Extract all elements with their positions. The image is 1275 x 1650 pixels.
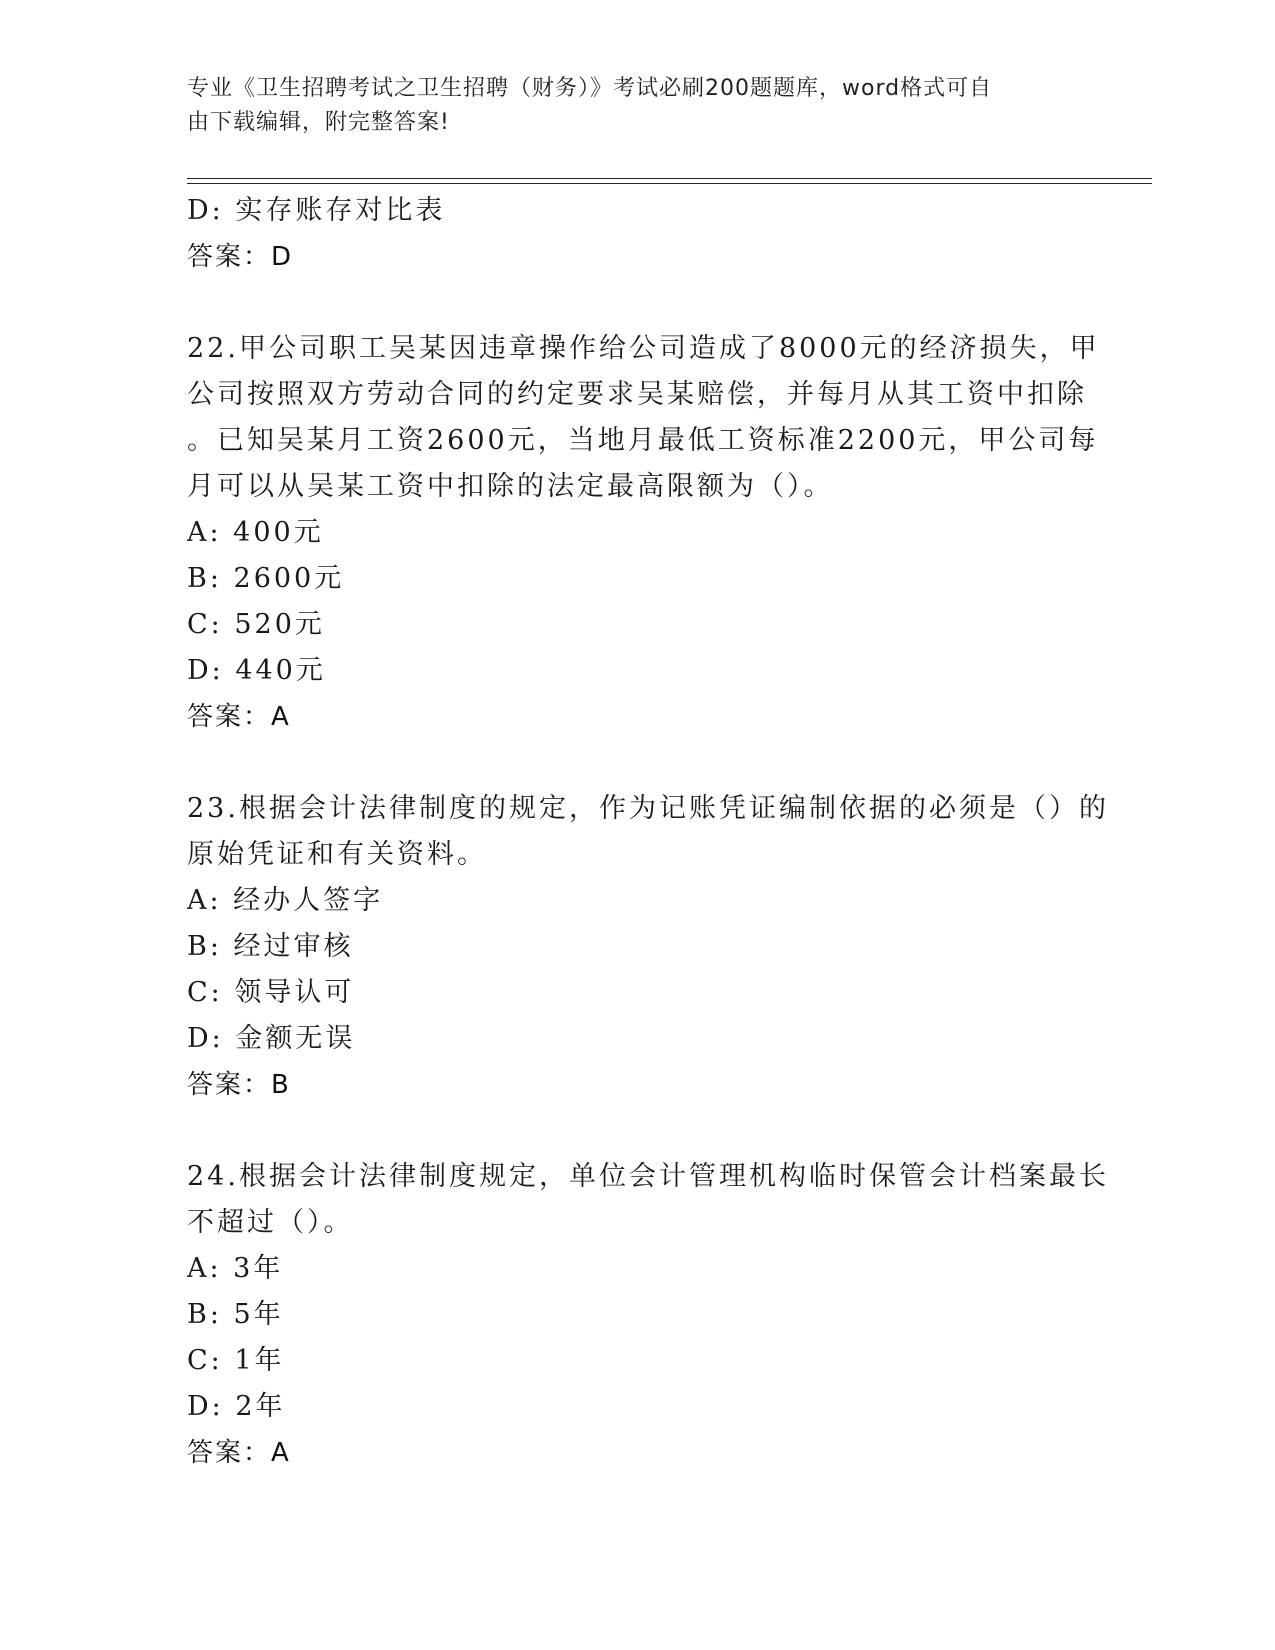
question-text-line: 公司按照双方劳动合同的约定要求吴某赔偿，并每月从其工资中扣除 (187, 379, 1087, 410)
option-a: A: 3年 (187, 1253, 284, 1284)
document-body (187, 188, 1109, 1476)
option-d: D: 金额无误 (187, 1023, 356, 1054)
header-line-2: 由下载编辑，附完整答案! (187, 110, 450, 135)
question-text-line: 24.根据会计法律制度规定，单位会计管理机构临时保管会计档案最长 (187, 1161, 1109, 1192)
option-c: C: 520元 (187, 609, 325, 640)
question-text-line: 22.甲公司职工吴某因违章操作给公司造成了8000元的经济损失，甲 (187, 333, 1100, 364)
question-text-line: 23.根据会计法律制度的规定，作为记账凭证编制依据的必须是（）的 (187, 793, 1109, 824)
question-23 (187, 786, 1109, 1108)
option-b: B: 经过审核 (187, 931, 354, 962)
header-line-1: 专业《卫生招聘考试之卫生招聘（财务）》考试必刷200题题库，word格式可自 (187, 76, 993, 101)
question-text-line: 月可以从吴某工资中扣除的法定最高限额为（）。 (187, 471, 834, 502)
question-text-line: 不超过（）。 (187, 1207, 354, 1238)
question-22 (187, 326, 1100, 740)
answer-line: 答案：D (187, 242, 294, 272)
header-divider-top (187, 178, 1152, 179)
option-c: C: 1年 (187, 1345, 285, 1376)
answer-line: 答案：B (187, 1070, 291, 1100)
option-a: A: 400元 (187, 517, 324, 548)
question-text-line: 原始凭证和有关资料。 (187, 839, 487, 870)
option-b: B: 2600元 (187, 563, 345, 594)
answer-line: 答案：A (187, 1438, 291, 1468)
option-d: D: 2年 (187, 1391, 286, 1422)
option-a: A: 经办人签字 (187, 885, 384, 916)
header-divider-bottom (187, 183, 1152, 184)
document-header (187, 72, 1067, 140)
question-text-line: 。已知吴某月工资2600元，当地月最低工资标准2200元，甲公司每 (187, 425, 1099, 456)
option-c: C: 领导认可 (187, 977, 355, 1008)
option-b: B: 5年 (187, 1299, 284, 1330)
question-24 (187, 1154, 1109, 1476)
answer-line: 答案：A (187, 702, 291, 732)
option-d: D: 440元 (187, 655, 326, 686)
option-d: D: 实存账存对比表 (187, 195, 446, 226)
previous-question-tail (187, 188, 1087, 280)
